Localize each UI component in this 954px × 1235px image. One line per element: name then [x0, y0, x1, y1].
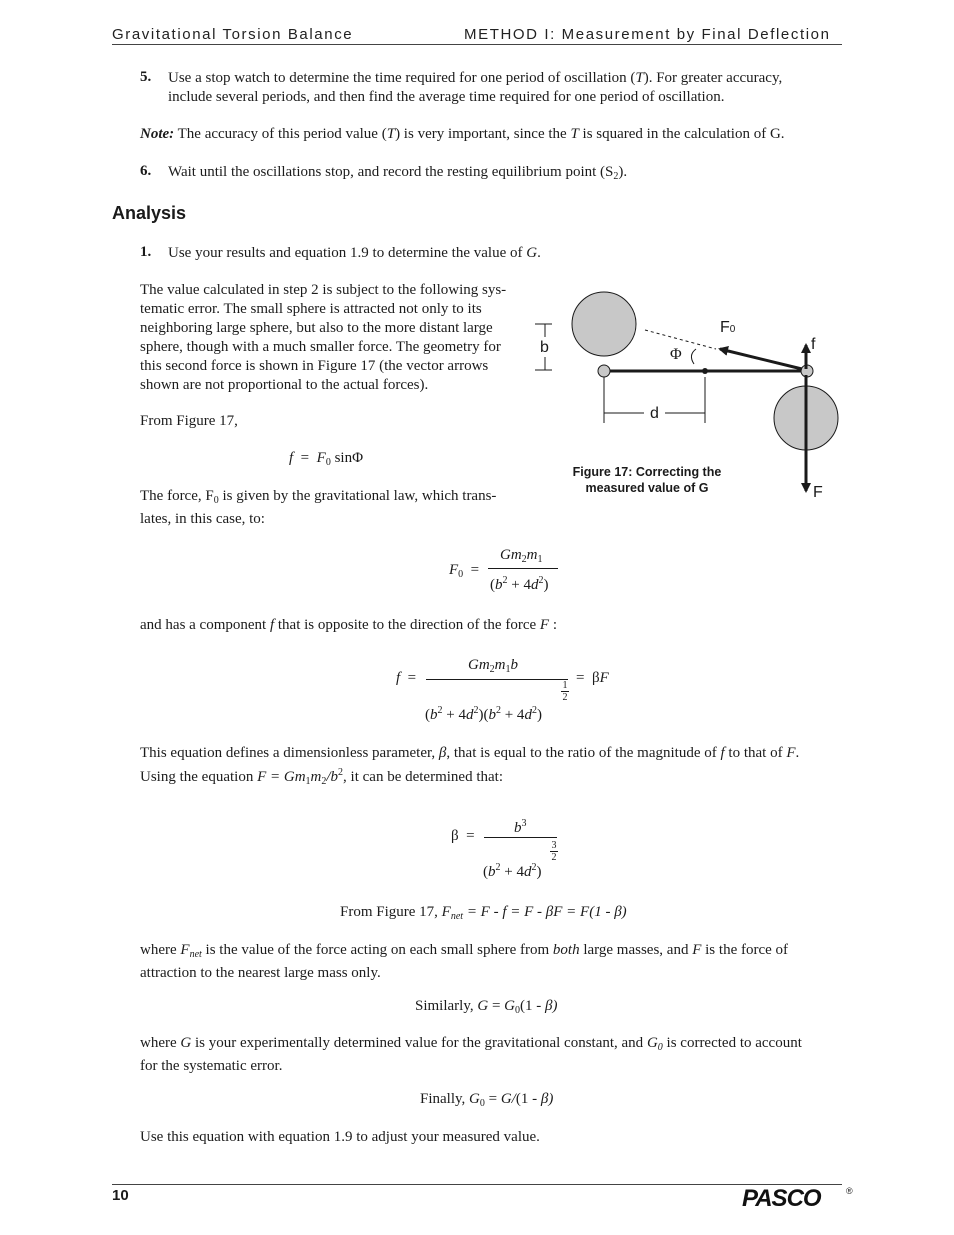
step-6-text: Wait until the oscillations stop, and record the resting equilibrium point $(S_2)$. [168, 164, 628, 182]
step-5-text: Use a stop watch to determine the time required for one period of oscillation (T). For greater accuracy, include several periods, and then find the average time required for one period of oscillation. [168, 70, 783, 105]
pasco-logo: PASCO [742, 1185, 821, 1212]
equation-F0-numerator: $Gm_2m_1$ [500, 547, 543, 565]
large-sphere-upper [572, 292, 636, 356]
equation-F0-denominator: $(b^2 + 4d^2)$ [490, 575, 549, 593]
where-g-paragraph: where G is your experimentally determined value for the gravitational constant, and $G_0$ is corrected to account for the systematic error. [140, 1035, 802, 1074]
header-title-left: Gravitational Torsion Balance [112, 26, 354, 43]
registered-mark: ® [846, 1186, 853, 1196]
figure-17-caption: Figure 17: Correcting the measured value of G [572, 465, 722, 495]
analysis-heading: Analysis [112, 203, 187, 223]
where-fnet-paragraph: where $F_{net}$ is the value of the force acting on each small sphere from both large masses, and F is the force of attraction to the nearest large mass only. [140, 942, 789, 981]
force-paragraph: The force, $F_0$ is given by the gravitational law, which trans- lates, in this case, to: [140, 488, 497, 527]
label-phi: Φ [670, 346, 682, 363]
header-rule [112, 44, 842, 45]
equation-beta-denominator: $(b^2 + 4d^2)$ [483, 862, 542, 880]
label-F: F [813, 484, 823, 500]
step-6-number: 6. [140, 163, 152, 179]
systematic-error-paragraph: The value calculated in step 2 is subject to the following sys- tematic error. The small sphere is attracted not only to its neighboring large sphere, but also to the more distant large sphere, though with a much smaller force. The geometry for this second force is shown in Figure 17 (the vector arrows shown are not proportional to the actual forces). [140, 282, 507, 393]
label-f: f [811, 336, 816, 353]
equation-f-denominator: $(b^2 + 4d^2)(b^2 + 4d^2)$ [425, 705, 542, 723]
beam-center-point [702, 368, 708, 374]
equation-F0-fraction-bar [488, 568, 558, 569]
equation-beta-numerator: $b^3$ [514, 818, 527, 836]
equation-beta-fraction-bar [484, 837, 557, 838]
closing-paragraph: Use this equation with equation 1.9 to adjust your measured value. [140, 1129, 540, 1145]
equation-f-sin-phi: $f = F_0$ sinΦ [289, 450, 364, 468]
small-sphere-left [598, 365, 610, 377]
similarly-equation: Similarly, $G = G_0(1 - \beta)$ [415, 998, 558, 1016]
note-paragraph: Note: The accuracy of this period value (T) is very important, since the T is squared in the calculation of G. [140, 126, 785, 142]
label-b: b [540, 339, 549, 356]
phi-angle-arc [691, 349, 696, 364]
label-F0: F0 [720, 319, 736, 336]
equation-F0-lhs: $F_0$ = [449, 562, 480, 580]
force-vector-F0 [720, 349, 802, 369]
equation-f-numerator: $Gm_2m_1b$ [468, 657, 519, 675]
equation-f-exponent: 1 2 [562, 680, 568, 703]
page-number: 10 [112, 1187, 129, 1204]
fnet-equation-line: From Figure 17, $F_{net} = F - f = F - \beta F = F(1 - \beta)$ [340, 904, 627, 922]
equation-beta-lhs: β = [451, 828, 475, 844]
beta-paragraph: This equation defines a dimensionless parameter, β, that is equal to the ratio of the magnitude of f to that of F. Using the equation $F = Gm_1m_2/b^2$, it can be determined that: [140, 745, 800, 787]
from-figure-text: From Figure 17, [140, 413, 238, 429]
footer-rule [112, 1184, 842, 1185]
step-5-number: 5. [140, 69, 152, 85]
component-paragraph: and has a component f that is opposite to the direction of the force F : [140, 617, 557, 633]
label-d: d [650, 405, 659, 422]
finally-equation: Finally, $G_0 = G/(1 - \beta)$ [420, 1091, 554, 1109]
analysis-step-1-text: Use your results and equation 1.9 to determine the value of G. [168, 245, 541, 261]
header-title-right: METHOD I: Measurement by Final Deflection [464, 26, 831, 43]
equation-f-fraction-bar [426, 679, 568, 680]
equation-f-lhs: f = [396, 670, 417, 686]
equation-f-rhs: = βF [576, 670, 609, 686]
analysis-step-1-number: 1. [140, 244, 152, 260]
equation-beta-exponent: 3 2 [551, 840, 557, 863]
